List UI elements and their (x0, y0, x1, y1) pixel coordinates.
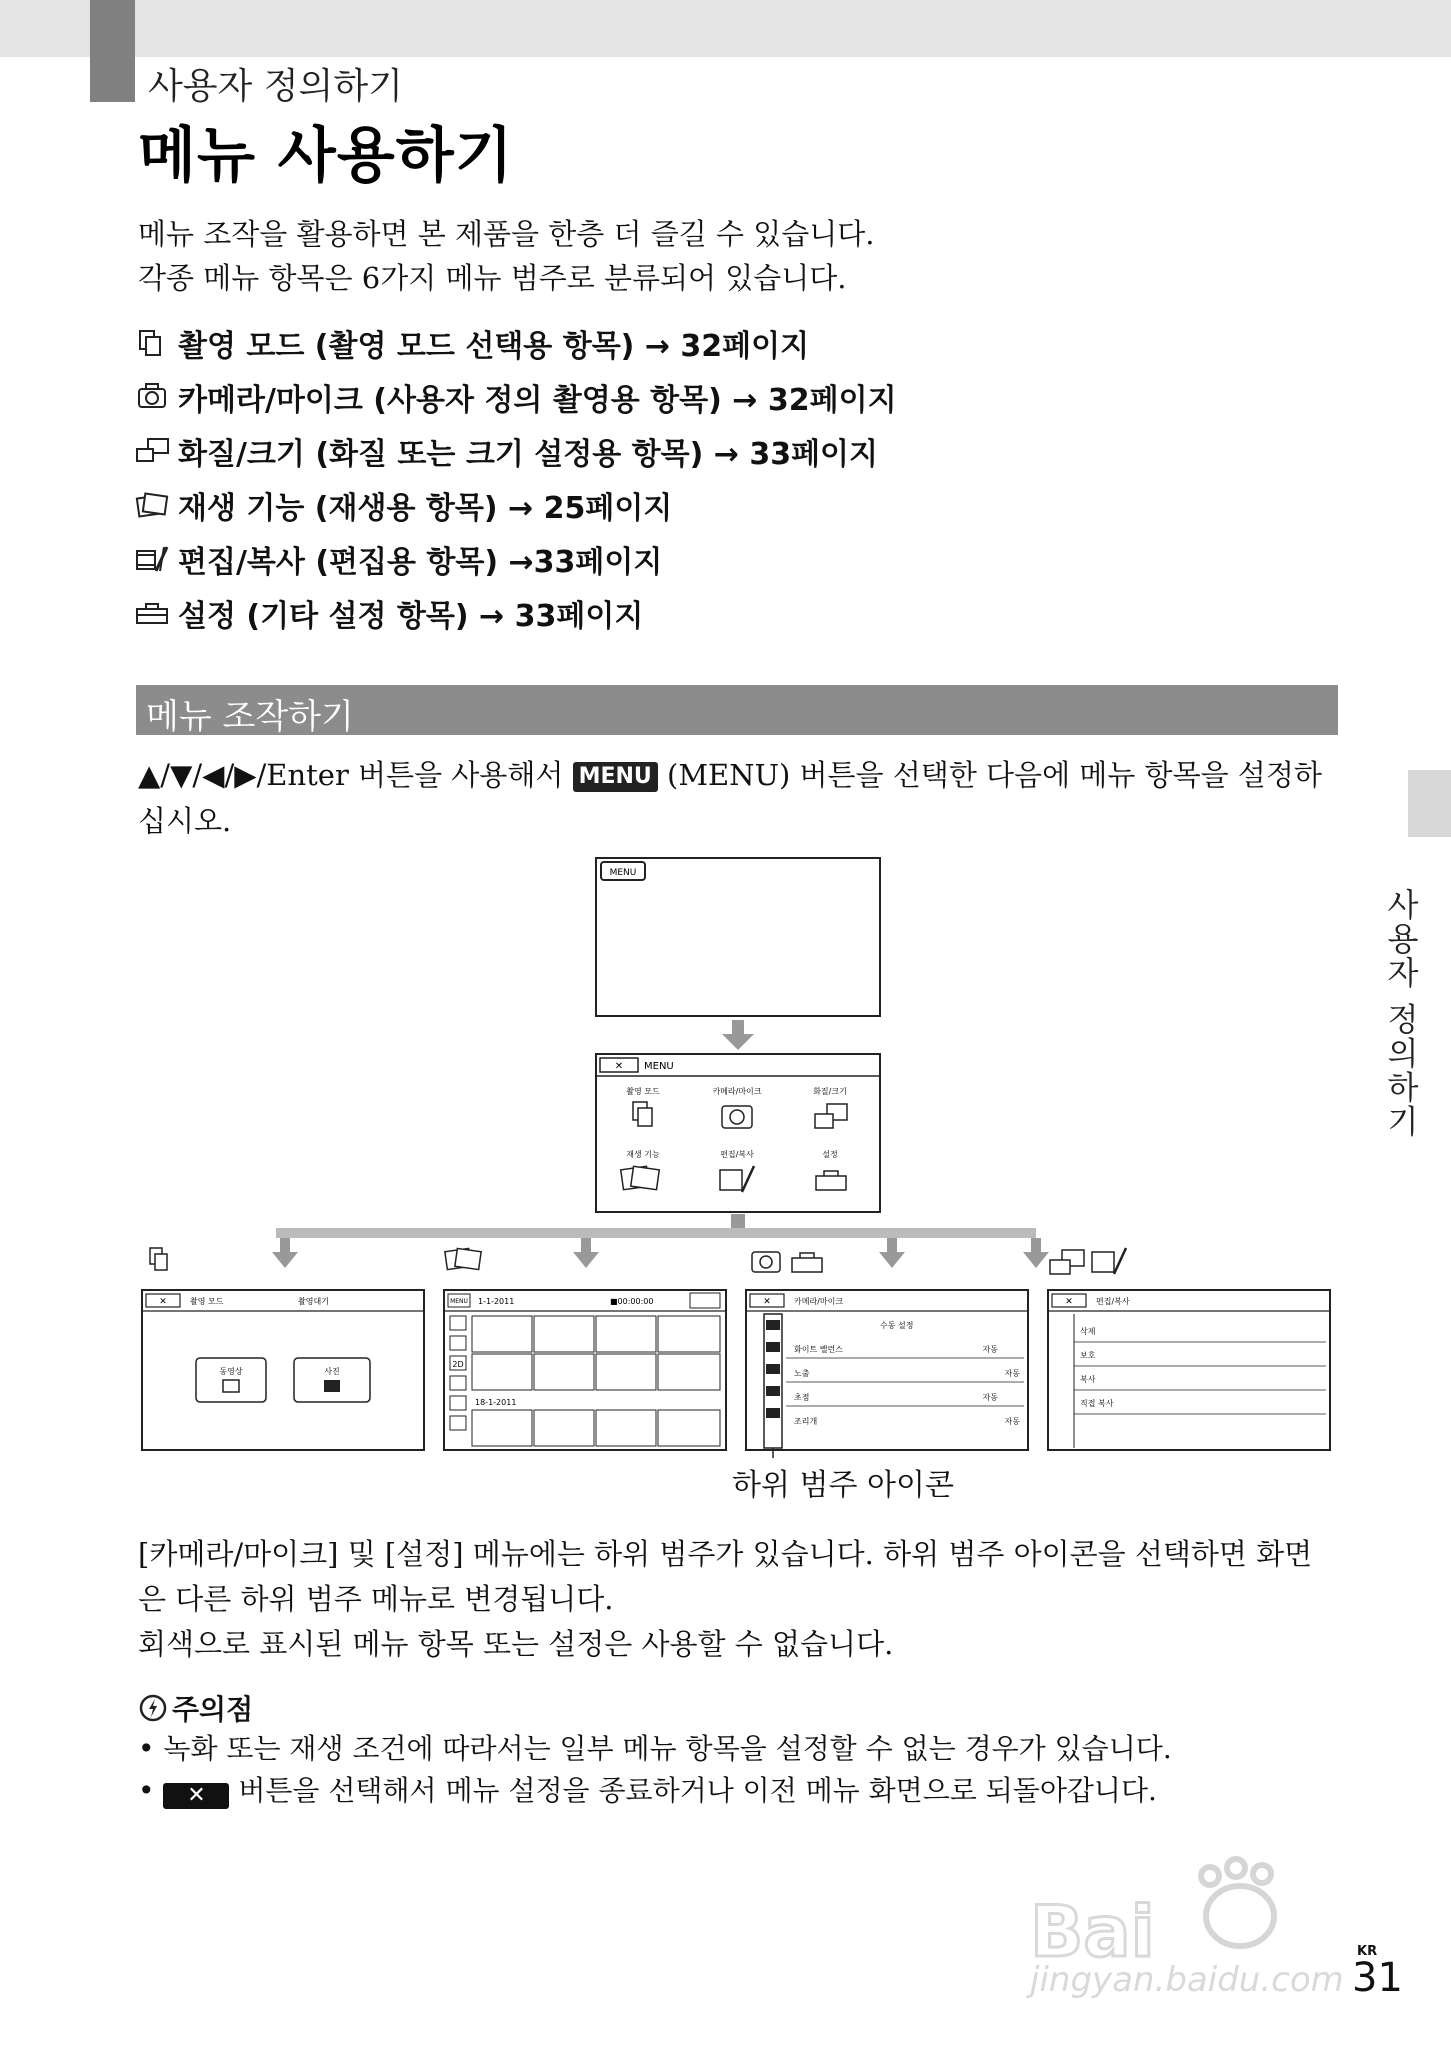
caution-item-text: 녹화 또는 재생 조건에 따라서는 일부 메뉴 항목을 설정할 수 없는 경우가 있습니다. (163, 1732, 1172, 1765)
subcategory-icon-caption: 하위 범주 아이콘 (732, 1468, 954, 1503)
edit-menu-item: 직접 복사 (1080, 1399, 1114, 1408)
section-label: 사용자 정의하기 (148, 66, 403, 107)
shooting-mode-screen (142, 1290, 424, 1450)
setting-row-label: 화이트 밸런스 (794, 1345, 843, 1354)
camera-icon (324, 1380, 340, 1392)
menu-screen (596, 1054, 880, 1212)
menu-item-label: 재생 기능 (626, 1150, 660, 1159)
menu-item-label: 편집/복사 (720, 1150, 754, 1159)
category-item (134, 370, 897, 424)
menu-item-label: 화질/크기 (813, 1087, 847, 1096)
setting-row-label: 조리개 (794, 1417, 818, 1426)
edit-copy-screen (1048, 1290, 1330, 1450)
category-label: 카메라/마이크 (사용자 정의 촬영용 항목) → 32페이지 (178, 383, 897, 418)
body-paragraph: [카메라/마이크] 및 [설정] 메뉴에는 하위 범주가 있습니다. 하위 범주 아이콘을 선택하면 화면은 다른 하위 범주 메뉴로 변경됩니다. (138, 1537, 1313, 1616)
category-item (134, 478, 897, 532)
body-text (138, 1532, 1338, 1667)
menu-button-small: MENU (609, 868, 637, 878)
caution-item-text: 버튼을 선택해서 메뉴 설정을 종료하거나 이전 메뉴 화면으로 되돌아갑니다. (229, 1774, 1157, 1807)
status-text: 촬영대기 (298, 1297, 329, 1306)
page-number: 31 (1352, 1955, 1403, 2001)
side-tab-marker (1408, 770, 1451, 837)
category-list (134, 316, 897, 640)
screen-title: 편집/복사 (1096, 1297, 1130, 1306)
camera-mic-icon (134, 381, 170, 413)
shooting-mode-icon (150, 1248, 167, 1270)
playback-function-icon (134, 489, 170, 521)
setting-row-label: 노출 (794, 1369, 810, 1378)
top-band (0, 0, 1451, 57)
caution-heading (138, 1688, 1172, 1728)
setting-row-value: 자동 (982, 1345, 998, 1354)
language-code: KR (1357, 1944, 1378, 1959)
section-marker (90, 0, 135, 102)
category-item (134, 532, 897, 586)
body-paragraph: 회색으로 표시된 메뉴 항목 또는 설정은 사용할 수 없습니다. (138, 1627, 894, 1661)
category-label: 촬영 모드 (촬영 모드 선택용 항목) → 32페이지 (178, 329, 810, 364)
caution-item: • 녹화 또는 재생 조건에 따라서는 일부 메뉴 항목을 설정할 수 없는 경우가 있습니다. (138, 1732, 1172, 1765)
edit-menu-item: 보호 (1080, 1351, 1096, 1360)
menu-screen-title: MENU (644, 1061, 674, 1072)
instruction-part: (MENU) 버튼을 선택한 다음에 메뉴 항목을 설정하십시오. (138, 758, 1322, 838)
menu-button-small: MENU (450, 1298, 468, 1305)
intro-text (138, 212, 875, 300)
intro-line: 각종 메뉴 항목은 6가지 메뉴 범주로 분류되어 있습니다. (138, 261, 847, 295)
intro-line: 메뉴 조작을 활용하면 본 제품을 한층 더 즐길 수 있습니다. (138, 217, 875, 251)
subcategory-icon-column (764, 1314, 782, 1448)
svg-text:Bai: Bai (1030, 1891, 1155, 1973)
setup-toolbox-icon (134, 597, 170, 629)
menu-item-label: 카메라/마이크 (712, 1087, 762, 1096)
caution-icon (138, 1693, 168, 1723)
category-item (134, 316, 897, 370)
screen-title: 촬영 모드 (190, 1297, 224, 1306)
menu-button-chip: MENU (573, 762, 658, 792)
date-label: 1-1-2011 (478, 1297, 515, 1306)
subheading-bar (136, 685, 1338, 735)
image-quality-size-icon (134, 435, 170, 467)
playback-function-icon (445, 1248, 481, 1269)
caution-section (138, 1688, 1172, 1812)
watermark-url: jingyan.baidu.com (1030, 1960, 1344, 2000)
instruction-part: ▲/▼/◀/▶/Enter 버튼을 사용해서 (138, 758, 573, 792)
camera-mic-screen (746, 1290, 1028, 1458)
date-label: 18-1-2011 (475, 1398, 517, 1407)
edit-menu-item: 삭제 (1080, 1327, 1096, 1336)
category-item (134, 586, 897, 640)
menu-item-label: 설정 (822, 1150, 838, 1159)
edit-copy-icon (134, 543, 170, 575)
setting-row-label: 초점 (794, 1393, 810, 1402)
menu-item-label: 촬영 모드 (626, 1087, 660, 1096)
menu-flow-diagram (130, 850, 1360, 1426)
screen-subtitle: 수동 설정 (880, 1321, 914, 1330)
subheading: 메뉴 조작하기 (146, 697, 354, 737)
close-icon: ✕ (1065, 1297, 1073, 1307)
time-counter: ■00:00:00 (610, 1297, 654, 1306)
category-label: 재생 기능 (재생용 항목) → 25페이지 (178, 491, 673, 526)
setting-row-value: 자동 (1004, 1417, 1020, 1426)
playback-screen (444, 1290, 726, 1450)
close-icon: ✕ (159, 1297, 167, 1307)
baidu-watermark-logo (1010, 1856, 1390, 1976)
image-quality-size-icon (1050, 1250, 1084, 1274)
edit-menu-item: 복사 (1080, 1375, 1096, 1384)
setup-toolbox-icon (792, 1253, 822, 1272)
edit-copy-icon (1092, 1248, 1126, 1274)
branch-connector (272, 1214, 1049, 1268)
page-title: 메뉴 사용하기 (138, 121, 514, 191)
caution-item: • ✕ 버튼을 선택해서 메뉴 설정을 종료하거나 이전 메뉴 화면으로 되돌아갑니다. (138, 1774, 1157, 1808)
setting-row-value: 자동 (982, 1393, 998, 1402)
category-label: 편집/복사 (편집용 항목) →33페이지 (178, 545, 663, 580)
category-item (134, 424, 897, 478)
close-icon: ✕ (614, 1061, 624, 1072)
movie-button-label: 동영상 (219, 1367, 243, 1376)
setting-row-value: 자동 (1004, 1369, 1020, 1378)
camera-mic-icon (752, 1252, 780, 1272)
close-button-chip: ✕ (163, 1783, 229, 1809)
shooting-mode-icon (134, 327, 170, 359)
instruction-text (138, 752, 1338, 844)
2d-mode-label: 2D (452, 1360, 464, 1369)
arrow-down-icon (722, 1020, 754, 1050)
initial-screen (596, 858, 880, 1016)
photo-button-label: 사진 (324, 1367, 340, 1376)
category-label: 화질/크기 (화질 또는 크기 설정용 항목) → 33페이지 (178, 437, 879, 472)
caution-title: 주의점 (172, 1693, 254, 1726)
side-tab-label: 사용자 정의하기 (1382, 888, 1420, 1139)
close-icon: ✕ (763, 1297, 771, 1307)
screen-title: 카메라/마이크 (794, 1297, 844, 1306)
category-label: 설정 (기타 설정 항목) → 33페이지 (178, 599, 644, 634)
